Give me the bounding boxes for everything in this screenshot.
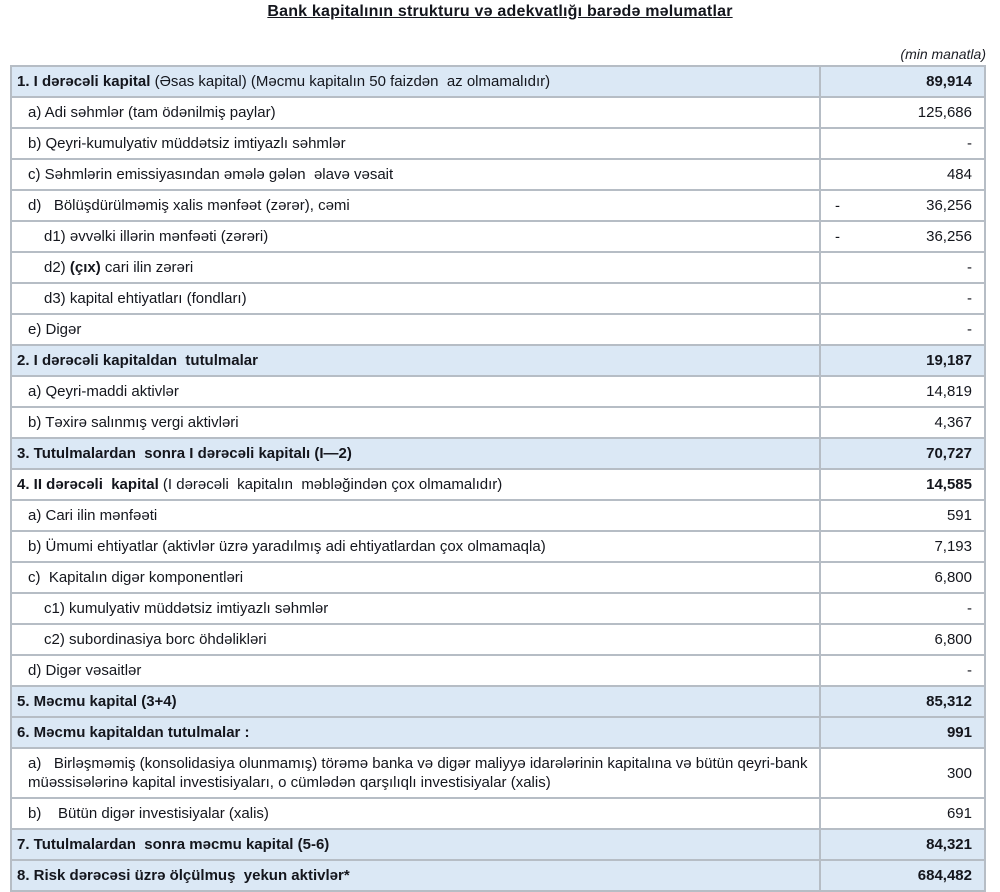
row-label bbox=[11, 128, 820, 159]
row-value bbox=[820, 345, 985, 376]
row-value bbox=[820, 438, 985, 469]
row-value bbox=[820, 190, 985, 221]
negative-sign: - bbox=[835, 197, 840, 214]
row-value bbox=[820, 624, 985, 655]
value-number: 84,321 bbox=[926, 836, 972, 853]
value-number: 591 bbox=[946, 507, 972, 524]
table-row bbox=[11, 438, 985, 469]
value-number: 484 bbox=[946, 166, 972, 183]
table-row bbox=[11, 221, 985, 252]
row-value bbox=[820, 500, 985, 531]
label-text: (çıx) bbox=[69, 259, 101, 276]
label-text: a) Adi səhmlər (tam ödənilmiş paylar) bbox=[28, 104, 276, 121]
row-label bbox=[11, 562, 820, 593]
row-label bbox=[11, 190, 820, 221]
table-row bbox=[11, 345, 985, 376]
table-row bbox=[11, 314, 985, 345]
value-number: - bbox=[967, 321, 972, 338]
row-label bbox=[11, 283, 820, 314]
row-value bbox=[820, 655, 985, 686]
row-value bbox=[820, 159, 985, 190]
value-number: 300 bbox=[946, 764, 972, 782]
label-text: d1) əvvəlki illərin mənfəəti (zərəri) bbox=[44, 228, 269, 245]
label-text: e) Digər bbox=[28, 321, 82, 338]
table-row bbox=[11, 531, 985, 562]
table-row bbox=[11, 593, 985, 624]
value-number: 14,819 bbox=[926, 383, 972, 400]
row-value bbox=[820, 376, 985, 407]
row-label bbox=[11, 500, 820, 531]
row-label bbox=[11, 531, 820, 562]
label-text: c) Səhmlərin emissiyasından əmələ gələn əlavə vəsait bbox=[28, 166, 394, 183]
page-title: Bank kapitalının strukturu və adekvatlığı barədə məlumatlar bbox=[267, 3, 733, 20]
table-row bbox=[11, 798, 985, 829]
value-number: 36,256 bbox=[926, 197, 972, 214]
label-text: c1) kumulyativ müddətsiz imtiyazlı səhmlər bbox=[44, 600, 329, 617]
label-text: d) Bölüşdürülməmiş xalis mənfəət (zərər), cəmi bbox=[28, 197, 350, 214]
value-number: 7,193 bbox=[934, 538, 972, 555]
row-label bbox=[11, 860, 820, 891]
label-text: 1. I dərəcəli kapital bbox=[17, 73, 151, 90]
row-label bbox=[11, 159, 820, 190]
table-row bbox=[11, 829, 985, 860]
row-value bbox=[820, 593, 985, 624]
row-label bbox=[11, 407, 820, 438]
label-text: a) Birləşməmiş (konsolidasiya olunmamış) törəmə banka və digər maliyyə idarələrinin kapitalına və bütün qeyri-bank müəssisələrinə kapital investisiyaları, o cümlədən qarşılıqlı investisiyalar (xalis) bbox=[28, 755, 812, 791]
row-value bbox=[820, 798, 985, 829]
value-number: 691 bbox=[946, 805, 972, 822]
row-value bbox=[820, 407, 985, 438]
value-number: - bbox=[967, 662, 972, 679]
table-row bbox=[11, 66, 985, 97]
row-label bbox=[11, 686, 820, 717]
page bbox=[0, 3, 1000, 884]
table-row bbox=[11, 128, 985, 159]
value-number: 36,256 bbox=[926, 228, 972, 245]
table-row bbox=[11, 190, 985, 221]
row-label bbox=[11, 221, 820, 252]
value-number: 19,187 bbox=[926, 352, 972, 369]
table-row bbox=[11, 469, 985, 500]
row-label bbox=[11, 624, 820, 655]
table-row bbox=[11, 407, 985, 438]
label-text: 6. Məcmu kapitaldan tutulmalar : bbox=[17, 724, 250, 741]
value-number: 4,367 bbox=[934, 414, 972, 431]
row-label bbox=[11, 314, 820, 345]
row-value bbox=[820, 829, 985, 860]
value-number: - bbox=[967, 259, 972, 276]
label-text: 2. I dərəcəli kapitaldan tutulmalar bbox=[17, 352, 258, 369]
row-value bbox=[820, 531, 985, 562]
label-text: 3. Tutulmalardan sonra I dərəcəli kapitalı (I—2) bbox=[17, 445, 352, 462]
row-label bbox=[11, 376, 820, 407]
label-text: c) Kapitalın digər komponentləri bbox=[28, 569, 244, 586]
value-number: 14,585 bbox=[926, 476, 972, 493]
row-label bbox=[11, 469, 820, 500]
label-text: (I dərəcəli kapitalın məbləğindən çox olmamalıdır) bbox=[158, 476, 503, 493]
row-label bbox=[11, 345, 820, 376]
value-number: - bbox=[967, 600, 972, 617]
table-row bbox=[11, 860, 985, 891]
row-value bbox=[820, 128, 985, 159]
label-text: b) Bütün digər investisiyalar (xalis) bbox=[28, 805, 269, 822]
value-number: 89,914 bbox=[926, 73, 972, 90]
label-text: 5. Məcmu kapital (3+4) bbox=[17, 693, 177, 710]
table-row bbox=[11, 562, 985, 593]
row-label bbox=[11, 748, 820, 798]
row-label bbox=[11, 593, 820, 624]
row-value bbox=[820, 860, 985, 891]
table-row bbox=[11, 500, 985, 531]
row-value bbox=[820, 283, 985, 314]
label-text: b) Qeyri-kumulyativ müddətsiz imtiyazlı səhmlər bbox=[28, 135, 346, 152]
label-text: (Əsas kapital) (Məcmu kapitalın 50 faizdən az olmamalıdır) bbox=[150, 73, 551, 90]
row-label bbox=[11, 66, 820, 97]
table-row bbox=[11, 686, 985, 717]
row-label bbox=[11, 438, 820, 469]
label-text: d3) kapital ehtiyatları (fondları) bbox=[44, 290, 247, 307]
value-number: 85,312 bbox=[926, 693, 972, 710]
row-value bbox=[820, 717, 985, 748]
row-label bbox=[11, 829, 820, 860]
row-value bbox=[820, 97, 985, 128]
row-value bbox=[820, 221, 985, 252]
capital-table bbox=[10, 65, 986, 892]
table-row bbox=[11, 252, 985, 283]
value-number: 684,482 bbox=[917, 867, 972, 884]
value-number: 6,800 bbox=[934, 631, 972, 648]
unit-note: (min manatla) bbox=[900, 46, 986, 62]
row-label bbox=[11, 97, 820, 128]
value-number: - bbox=[967, 290, 972, 307]
value-number: - bbox=[967, 135, 972, 152]
row-value bbox=[820, 686, 985, 717]
value-number: 70,727 bbox=[926, 445, 972, 462]
label-text: a) Qeyri-maddi aktivlər bbox=[28, 383, 179, 400]
row-value bbox=[820, 66, 985, 97]
row-value bbox=[820, 314, 985, 345]
row-value bbox=[820, 562, 985, 593]
label-text: a) Cari ilin mənfəəti bbox=[28, 507, 158, 524]
table-row bbox=[11, 717, 985, 748]
value-number: 125,686 bbox=[917, 104, 972, 121]
label-text: b) Təxirə salınmış vergi aktivləri bbox=[28, 414, 239, 431]
value-number: 6,800 bbox=[934, 569, 972, 586]
value-number: 991 bbox=[946, 724, 972, 741]
label-text: d2) bbox=[44, 259, 70, 276]
table-row bbox=[11, 97, 985, 128]
capital-table-body bbox=[11, 66, 985, 891]
row-label bbox=[11, 655, 820, 686]
table-row bbox=[11, 376, 985, 407]
table-row bbox=[11, 624, 985, 655]
row-label bbox=[11, 798, 820, 829]
row-value bbox=[820, 748, 985, 798]
label-text: 4. II dərəcəli kapital bbox=[17, 476, 159, 493]
row-label bbox=[11, 717, 820, 748]
table-row bbox=[11, 655, 985, 686]
label-text: c2) subordinasiya borc öhdəlikləri bbox=[44, 631, 267, 648]
table-row bbox=[11, 283, 985, 314]
table-row bbox=[11, 748, 985, 798]
label-text: cari ilin zərəri bbox=[100, 259, 194, 276]
negative-sign: - bbox=[835, 228, 840, 245]
table-row bbox=[11, 159, 985, 190]
label-text: d) Digər vəsaitlər bbox=[28, 662, 142, 679]
label-text: 7. Tutulmalardan sonra məcmu kapital (5-6) bbox=[17, 836, 330, 853]
label-text: b) Ümumi ehtiyatlar (aktivlər üzrə yaradılmış adi ehtiyatlardan çox olmamaqla) bbox=[28, 538, 546, 555]
label-text: 8. Risk dərəcəsi üzrə ölçülmuş yekun aktivlər* bbox=[17, 867, 350, 884]
row-value bbox=[820, 252, 985, 283]
row-label bbox=[11, 252, 820, 283]
row-value bbox=[820, 469, 985, 500]
